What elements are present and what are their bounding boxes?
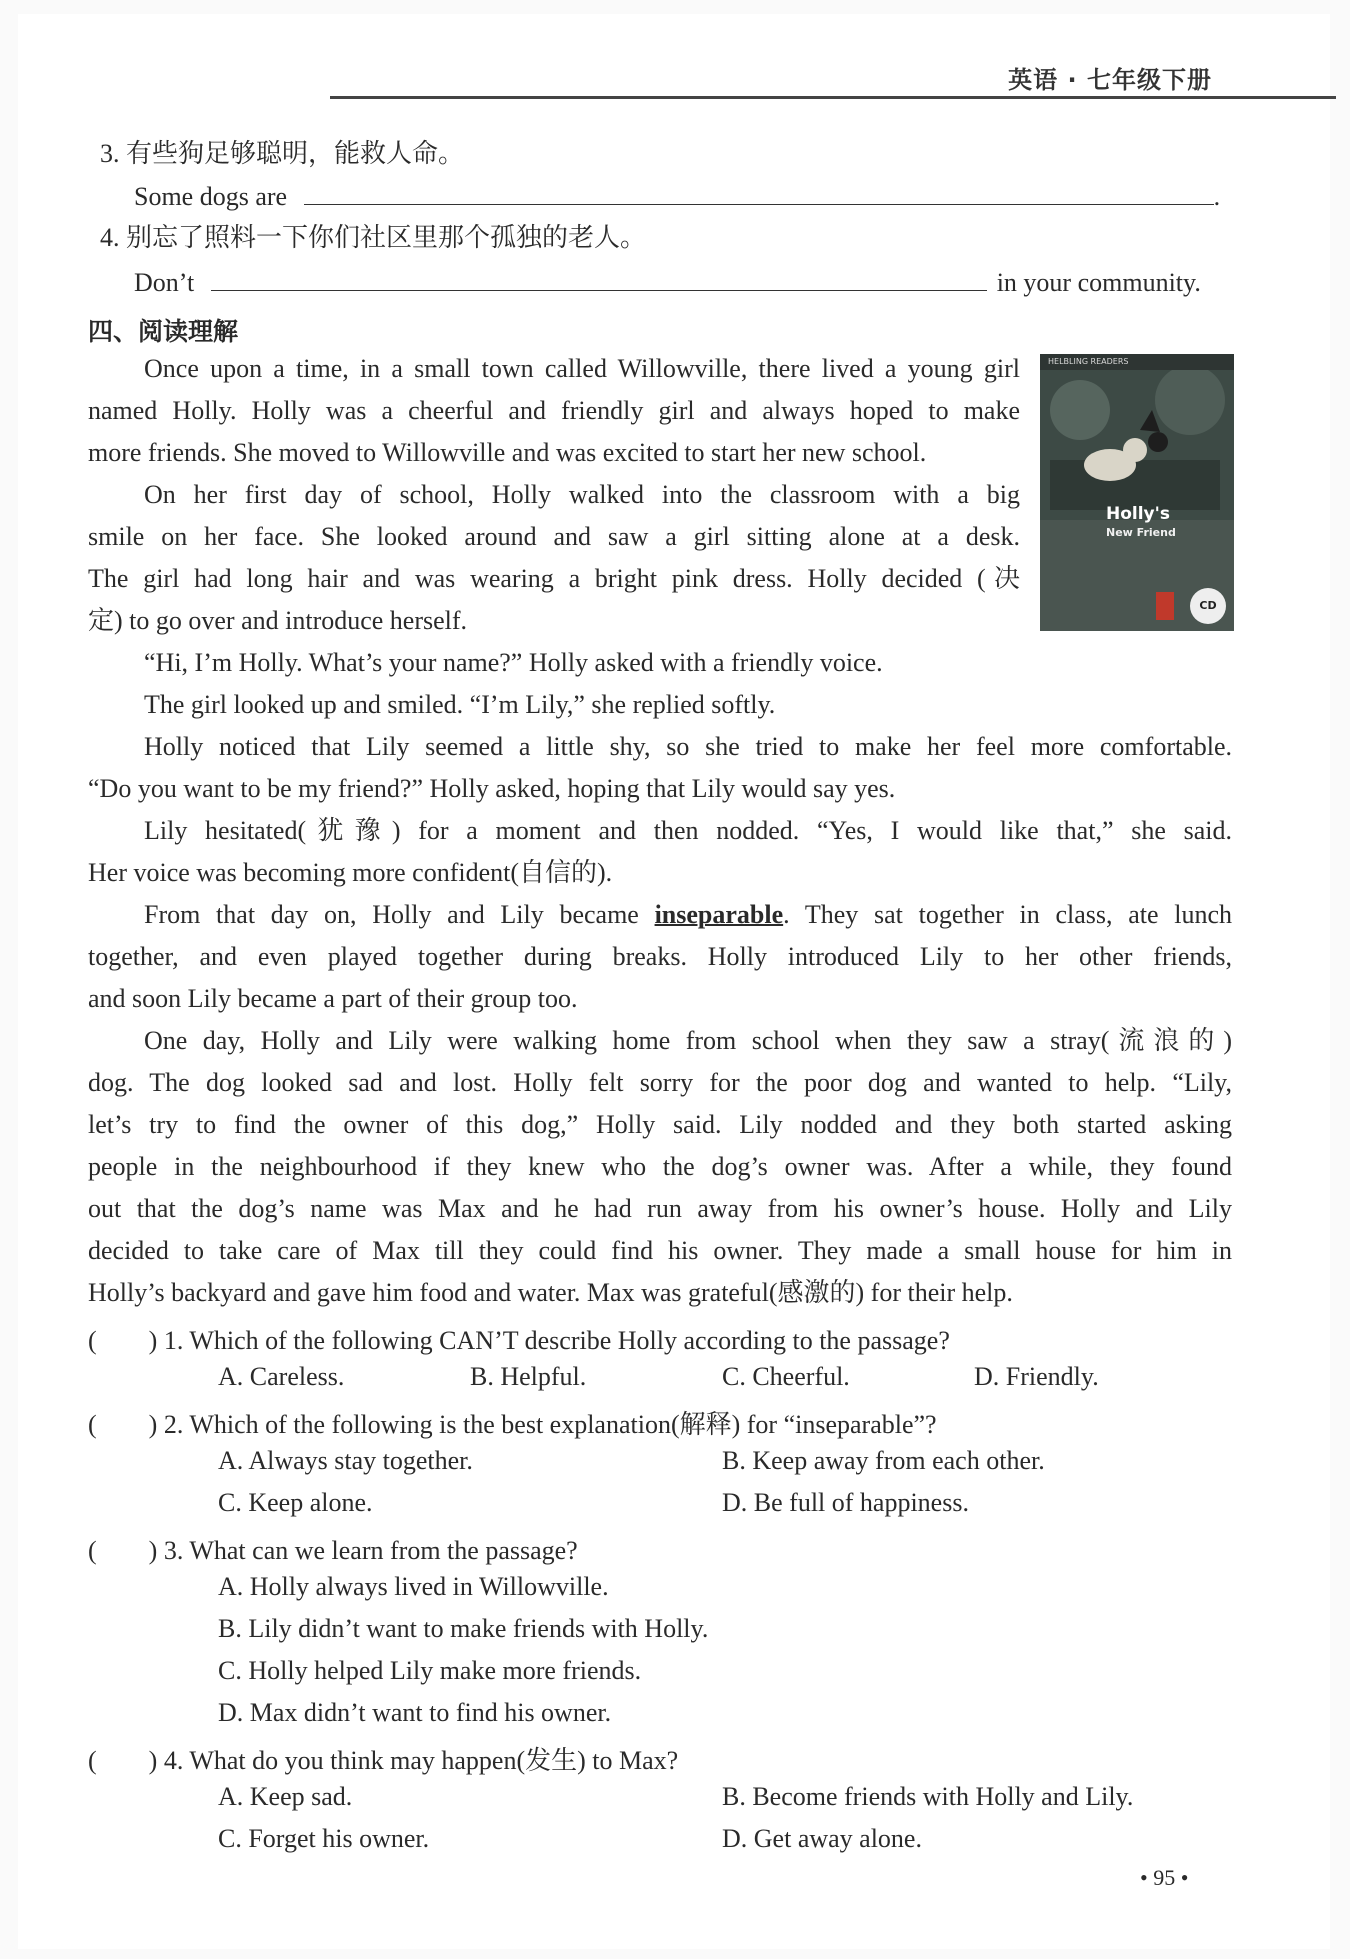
passage-line <box>88 899 1232 931</box>
option-q3-a[interactable]: A. Holly always lived in Willowville. <box>218 1572 609 1601</box>
cover-illustration <box>1040 370 1234 520</box>
header-rule <box>330 96 1336 99</box>
cover-title: Holly's <box>1106 504 1170 524</box>
passage-line: out that the dog’s name was Max and he had run away from his owner’s house. Holly and Lily <box>88 1194 1232 1223</box>
option-q1-d[interactable]: D. Friendly. <box>974 1362 1099 1391</box>
keyword-inseparable: inseparable <box>654 900 784 929</box>
option-q4-c[interactable]: C. Forget his owner. <box>218 1824 430 1853</box>
passage-line: The girl had long hair and was wearing a bright pink dress. Holly decided (决 <box>88 564 1020 593</box>
translation-q4-english <box>134 266 1232 299</box>
passage-line: Once upon a time, in a small town called Willowville, there lived a young girl <box>144 354 1020 383</box>
publisher-logo-icon <box>1156 592 1174 620</box>
passage-line: more friends. She moved to Willowville and was excited to start her new school. <box>88 438 927 467</box>
page-number: • 95 • <box>1140 1865 1189 1890</box>
header-title: 英语 · 七年级下册 <box>1008 66 1212 94</box>
passage-line: named Holly. Holly was a cheerful and friendly girl and always hoped to make <box>88 396 1020 425</box>
cover-subtitle: New Friend <box>1106 526 1176 539</box>
option-q2-a[interactable]: A. Always stay together. <box>218 1446 473 1475</box>
passage-line: Holly noticed that Lily seemed a little shy, so she tried to make her feel more comfortable. <box>144 732 1232 761</box>
option-q2-b[interactable]: B. Keep away from each other. <box>722 1446 1045 1475</box>
option-q4-a[interactable]: A. Keep sad. <box>218 1782 353 1811</box>
translation-q4-chinese: 4. 别忘了照料一下你们社区里那个孤独的老人。 <box>100 223 647 252</box>
option-q1-c[interactable]: C. Cheerful. <box>722 1362 850 1391</box>
option-q3-d[interactable]: D. Max didn’t want to find his owner. <box>218 1698 612 1727</box>
passage-line: dog. The dog looked sad and lost. Holly felt sorry for the poor dog and wanted to help. “Lily, <box>88 1068 1232 1097</box>
question-4: ( ) 4. What do you think may happen(发生) to Max? <box>88 1746 679 1775</box>
option-q1-a[interactable]: A. Careless. <box>218 1362 345 1391</box>
passage-line: people in the neighbourhood if they knew who the dog’s owner was. After a while, they found <box>88 1152 1232 1181</box>
question-2: ( ) 2. Which of the following is the best explanation(解释) for “inseparable”? <box>88 1410 937 1439</box>
cover-series: HELBLING READERS <box>1040 354 1234 370</box>
passage-line: One day, Holly and Lily were walking home from school when they saw a stray(流浪的) <box>144 1026 1232 1055</box>
passage-line: 定) to go over and introduce herself. <box>88 606 468 635</box>
passage-text: From that day on, Holly and Lily became <box>144 900 639 929</box>
passage-line: The girl looked up and smiled. “I’m Lily,” she replied softly. <box>144 690 776 719</box>
translation-q3-chinese: 3. 有些狗足够聪明，能救人命。 <box>100 139 465 168</box>
passage-line: “Do you want to be my friend?” Holly asked, hoping that Lily would say yes. <box>88 774 896 803</box>
option-q4-b[interactable]: B. Become friends with Holly and Lily. <box>722 1782 1134 1811</box>
q3-answer-blank[interactable] <box>304 180 1214 205</box>
question-1: ( ) 1. Which of the following CAN’T describe Holly according to the passage? <box>88 1326 950 1355</box>
passage-line: together, and even played together during breaks. Holly introduced Lily to her other friends, <box>88 942 1232 971</box>
translation-q3-english <box>134 180 1232 213</box>
page-header <box>0 0 1350 100</box>
cd-badge-icon: CD <box>1190 588 1226 624</box>
passage-line: On her first day of school, Holly walked into the classroom with a big <box>144 480 1020 509</box>
passage-line: smile on her face. She looked around and saw a girl sitting alone at a desk. <box>88 522 1020 551</box>
passage-line: Lily hesitated(犹豫) for a moment and then nodded. “Yes, I would like that,” she said. <box>144 816 1232 845</box>
passage-line: decided to take care of Max till they could find his owner. They made a small house for him in <box>88 1236 1232 1265</box>
page-sheet <box>18 14 1330 1949</box>
q3-prefix: Some dogs are <box>134 182 288 211</box>
q4-prefix: Don’t <box>134 268 195 297</box>
passage-text: . They sat together in class, ate lunch <box>783 900 1232 929</box>
passage-line: “Hi, I’m Holly. What’s your name?” Holly asked with a friendly voice. <box>144 648 883 677</box>
passage-line: and soon Lily became a part of their group too. <box>88 984 578 1013</box>
passage-line: Her voice was becoming more confident(自信的). <box>88 858 613 887</box>
option-q3-b[interactable]: B. Lily didn’t want to make friends with Holly. <box>218 1614 709 1643</box>
option-q1-b[interactable]: B. Helpful. <box>470 1362 587 1391</box>
question-3: ( ) 3. What can we learn from the passage? <box>88 1536 578 1565</box>
passage-line: let’s try to find the owner of this dog,” Holly said. Lily nodded and they both started asking <box>88 1110 1232 1139</box>
q3-suffix: . <box>1213 182 1221 211</box>
book-cover-image <box>1040 354 1234 631</box>
option-q4-d[interactable]: D. Get away alone. <box>722 1824 922 1853</box>
option-q3-c[interactable]: C. Holly helped Lily make more friends. <box>218 1656 642 1685</box>
q4-suffix: in your community. <box>996 268 1201 297</box>
section-title: 四、阅读理解 <box>88 317 239 346</box>
option-q2-d[interactable]: D. Be full of happiness. <box>722 1488 969 1517</box>
option-q2-c[interactable]: C. Keep alone. <box>218 1488 373 1517</box>
passage-line: Holly’s backyard and gave him food and water. Max was grateful(感激的) for their help. <box>88 1278 1013 1307</box>
q4-answer-blank[interactable] <box>211 266 987 291</box>
